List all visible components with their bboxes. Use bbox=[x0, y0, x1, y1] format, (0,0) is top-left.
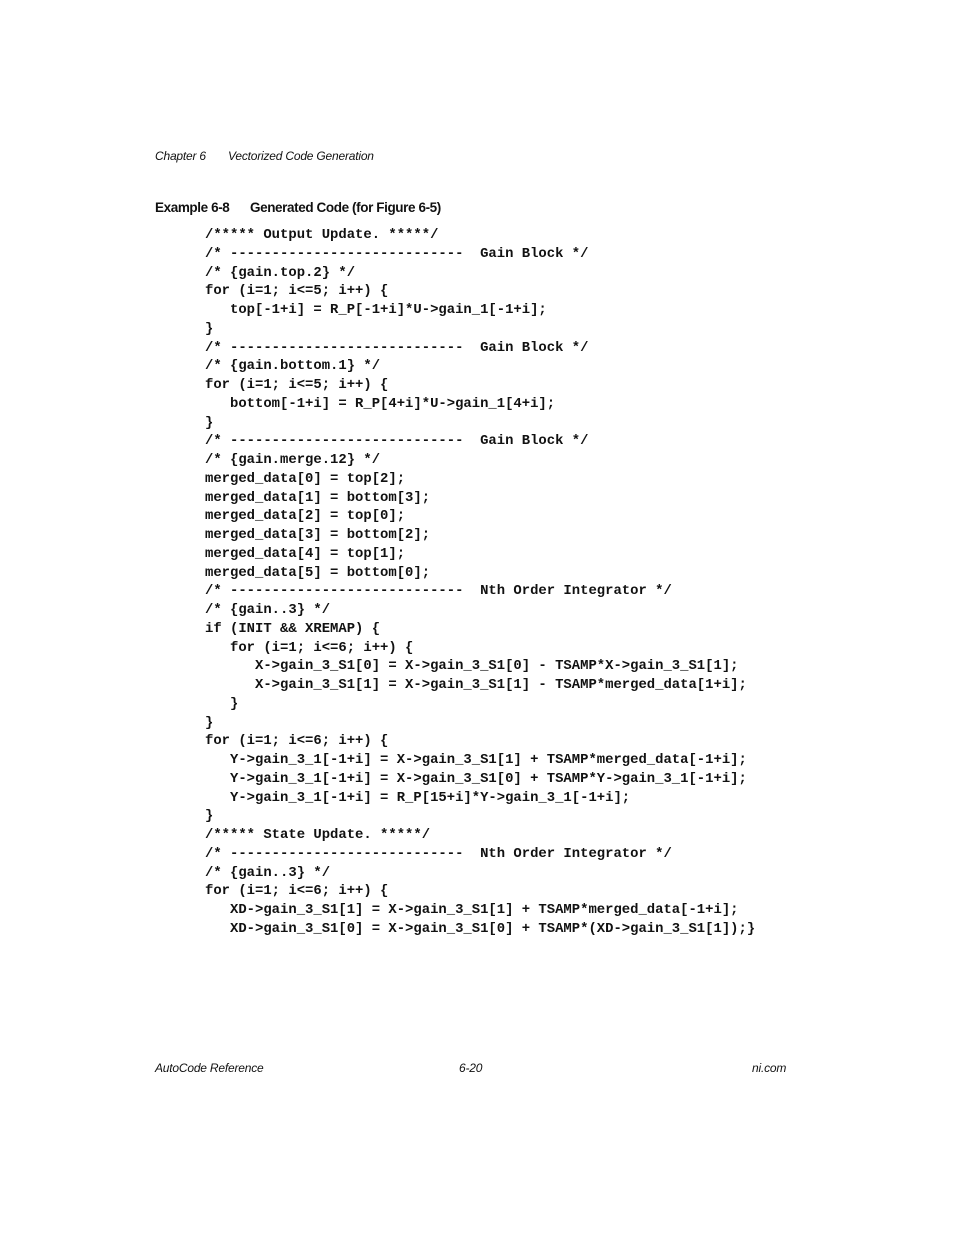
code-line: XD->gain_3_S1[0] = X->gain_3_S1[0] + TSAMP*(XD->gain_3_S1[1]);} bbox=[205, 920, 756, 937]
code-line: /* {gain.top.2} */ bbox=[205, 264, 356, 281]
code-line: for (i=1; i<=5; i++) { bbox=[205, 377, 389, 393]
code-line: /* ---------------------------- Nth Order Integrator */ bbox=[205, 845, 672, 862]
code-line: Y->gain_3_1[-1+i] = X->gain_3_S1[0] + TSAMP*Y->gain_3_1[-1+i]; bbox=[205, 770, 747, 787]
code-line: } bbox=[205, 714, 214, 731]
code-line: for (i=1; i<=6; i++) { bbox=[205, 733, 389, 750]
code-line: /* {gain..3} */ bbox=[205, 864, 331, 881]
code-line: Y->gain_3_1[-1+i] = X->gain_3_S1[1] + TSAMP*merged_data[-1+i]; bbox=[205, 752, 747, 768]
code-line: } bbox=[205, 414, 214, 431]
code-line: for (i=1; i<=6; i++) { bbox=[205, 639, 414, 656]
code-line: if (INIT && XREMAP) { bbox=[205, 620, 381, 637]
example-caption bbox=[155, 200, 441, 215]
code-line: } bbox=[205, 695, 239, 712]
code-line: merged_data[1] = bottom[3]; bbox=[205, 489, 431, 506]
running-header bbox=[155, 149, 374, 163]
code-line: /* {gain.bottom.1} */ bbox=[205, 358, 381, 375]
code-line: merged_data[5] = bottom[0]; bbox=[205, 564, 431, 581]
code-line: X->gain_3_S1[1] = X->gain_3_S1[1] - TSAMP*merged_data[1+i]; bbox=[205, 677, 747, 693]
code-line: XD->gain_3_S1[1] = X->gain_3_S1[1] + TSAMP*merged_data[-1+i]; bbox=[205, 902, 739, 918]
code-listing bbox=[205, 226, 755, 939]
code-line: X->gain_3_S1[0] = X->gain_3_S1[0] - TSAMP*X->gain_3_S1[1]; bbox=[205, 658, 739, 675]
footer-website: ni.com bbox=[752, 1061, 787, 1075]
code-line: /***** State Update. *****/ bbox=[205, 827, 431, 843]
footer-manual-title: AutoCode Reference bbox=[155, 1061, 264, 1075]
code-line: merged_data[2] = top[0]; bbox=[205, 508, 406, 525]
code-line: /* ---------------------------- Gain Block */ bbox=[205, 433, 589, 450]
code-line: for (i=1; i<=5; i++) { bbox=[205, 283, 389, 300]
code-line: for (i=1; i<=6; i++) { bbox=[205, 883, 389, 900]
code-line: /* ---------------------------- Nth Order Integrator */ bbox=[205, 583, 672, 600]
code-line: bottom[-1+i] = R_P[4+i]*U->gain_1[4+i]; bbox=[205, 395, 556, 412]
code-line: } bbox=[205, 808, 214, 825]
code-line: /* {gain..3} */ bbox=[205, 602, 331, 618]
code-line: /* {gain.merge.12} */ bbox=[205, 452, 381, 468]
footer-page-number: 6-20 bbox=[459, 1061, 483, 1075]
chapter-label: Chapter 6 bbox=[155, 149, 206, 163]
example-number: Example 6-8 bbox=[155, 200, 230, 215]
code-line: Y->gain_3_1[-1+i] = R_P[15+i]*Y->gain_3_1[-1+i]; bbox=[205, 789, 631, 806]
chapter-title: Vectorized Code Generation bbox=[228, 149, 374, 163]
code-line: merged_data[3] = bottom[2]; bbox=[205, 527, 431, 543]
code-line: } bbox=[205, 320, 214, 337]
example-title: Generated Code (for Figure 6-5) bbox=[250, 200, 441, 215]
code-line: /***** Output Update. *****/ bbox=[205, 227, 439, 243]
code-line: /* ---------------------------- Gain Block */ bbox=[205, 339, 589, 356]
code-line: merged_data[0] = top[2]; bbox=[205, 470, 406, 487]
code-line: top[-1+i] = R_P[-1+i]*U->gain_1[-1+i]; bbox=[205, 302, 547, 318]
code-line: /* ---------------------------- Gain Block */ bbox=[205, 245, 589, 262]
code-line: merged_data[4] = top[1]; bbox=[205, 545, 406, 562]
